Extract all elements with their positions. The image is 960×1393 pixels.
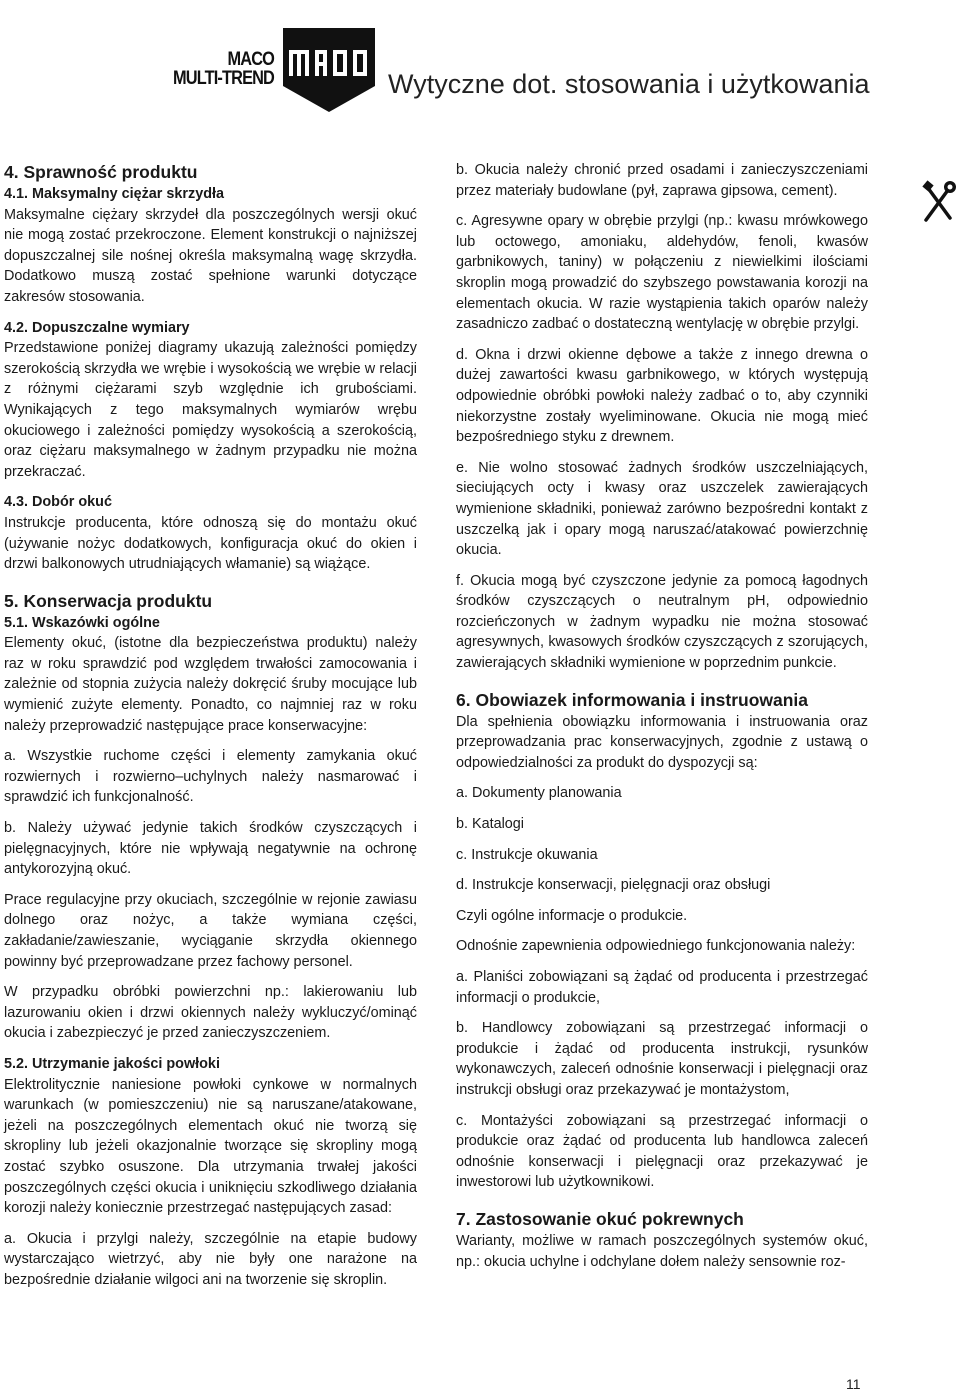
item-c: c. Agresywne opary w obrębie przylgi (np.: kwasu mrówkowego lub octowego, amoniaku, aldehydów, fenoli, kwasów garbnikowych, taniny) w połączeniu z niewielkimi ilościami skroplin mogą prowadzić do szybszego powstawania korozji na elementach okucia. W razie wystąpienia takich oparów należy zasadniczo zadbać o dostateczną wentylację w obrębie przylgi. (456, 213, 868, 333)
section-6-item-d: d. Instrukcje konserwacji, pielęgnacji oraz obsługi (456, 877, 771, 894)
section-5-2-text: Elektrolitycznie naniesione powłoki cynkowe w normalnych warunkach (w pomieszczeniu) nie są naruszane/atakowane, jeżeli na poszczególnych elementach okuć nie tworzą się skropliny lub jeżeli okazjonalnie tworzące się skropliny mogą zostać szybko osuszone. Dla utrzymania trwałej jakości poszczególnych części okucia i uniknięciu szkodliwego działania korozji należy koniecznie przestrzegać następujących zasad: (4, 1076, 417, 1217)
section-5-1-text: Elementy okuć, (istotne dla bezpieczeństwa produktu) należy raz w roku sprawdzić pod względem trwałości zamocowania i zależnie od stopnia zużycia należy dokręcić śruby mocujące lub wymienić zużyte elementy. Ponadto, co najmniej raz w roku należy przeprowadzić następujące prace konserwacyjne: (4, 635, 417, 734)
section-4-3-heading: 4.3. Dobór okuć (4, 494, 112, 511)
maco-logo (283, 28, 375, 112)
section-5-1-item-a: a. Wszystkie ruchome części i elementy zamykania okuć rozwiernych i rozwierno–uchylnych należy nasmarować i sprawdzić ich funkcjonalność. (4, 748, 417, 806)
section-6-item-a: a. Dokumenty planowania (456, 785, 622, 802)
section-5-1-heading: 5.1. Wskazówki ogólne (4, 614, 160, 631)
brand-name (150, 50, 274, 88)
section-5-1-paragraph-2: W przypadku obróbki powierzchni np.: lakierowaniu lub lazurowaniu okien i drzwi okiennych należy wykluczyć/ominąć okucia i zabezpieczyć je przed zanieczyszczeniem. (4, 984, 417, 1042)
item-f: f. Okucia mogą być czyszczone jedynie za pomocą łagodnych środków czyszczących o neutralnym pH, odpowiednio rozcieńczonych w żadnym wypadku nie można stosować agresywnych, kwasowych środków czyszczących z szorujących, zawierających składniki wymienione w poprzednim punkcie. (456, 572, 868, 672)
section-4-2-heading: 4.2. Dopuszczalne wymiary (4, 319, 190, 336)
section-6-paragraph-2: Odnośnie zapewnienia odpowiedniego funkcjonowania należy: (456, 938, 856, 955)
section-7-heading: 7. Zastosowanie okuć pokrewnych (456, 1208, 744, 1229)
right-column (456, 160, 868, 1272)
section-6-item-b: b. Katalogi (456, 816, 525, 833)
page-header (0, 0, 960, 118)
section-4-1-heading: 4.1. Maksymalny ciężar skrzydła (4, 186, 224, 202)
item-b: b. Okucia należy chronić przed osadami i zanieczyszczeniami przez materiały budowlane (pył, zaprawa gipsowa, cement). (456, 162, 868, 199)
section-6-duty-c: c. Montażyści zobowiązani są przestrzegać informacji o produkcie oraz żądać od producenta lub handlowca zaleceń odnośnie konserwacji i pielęgnacji oraz przekazywać je inwestorowi lub użytkownikowi. (456, 1112, 868, 1191)
section-6-duty-a: a. Planiści zobowiązani są żądać od producenta i przestrzegać informacji o produkcie, (456, 969, 868, 1006)
section-4-2-text: Przedstawione poniżej diagramy ukazują zależności pomiędzy szerokością skrzydła we wrębie i wysokością we wrębie w relacji z różnymi ciężarami szyb względnie ich grubościami. Wynikających z tego maksymalnych wymiarów wrębu okuciowego i zależności pomiędzy wysokością a szerokością, oraz ciężaru maksymalnego w żadnym przypadku nie można przekraczać. (4, 340, 417, 480)
section-4-heading: 4. Sprawność produktu (4, 162, 198, 182)
section-5-2-item-a: a. Okucia i przylgi należy, szczególnie na etapie budowy wystarczająco wietrzyć, aby nie były one narażone na bezpośrednie działanie wilgoci ani na tworzenie się skroplin. (4, 1230, 417, 1288)
wrench-screwdriver-icon (918, 176, 958, 226)
brand-line-1: MACO (227, 49, 274, 70)
section-5-2-heading: 5.2. Utrzymanie jakości powłoki (4, 1055, 220, 1072)
section-6-paragraph-1: Czyli ogólne informacje o produkcie. (456, 907, 688, 924)
section-5-1-paragraph-1: Prace regulacyjne przy okuciach, szczególnie w rejonie zawiasu dolnego oraz nożyc, a także wymiana części, zakładanie/zawieszanie, wyciąganie skrzydła okiennego powinny być przeprowadzane przez fachowy personel. (4, 891, 417, 970)
item-d: d. Okna i drzwi okienne dębowe a także z innego drewna o dużej zawartości kwasu garbnikowego, w których występują odpowiednie obróbki powłoki należy zadbać o to, aby czynniki niekorzystne zostały wyeliminowane. Okucia nie mogą mieć bezpośredniego styku z drewnem. (456, 346, 868, 446)
section-5-1-item-b: b. Należy używać jedynie takich środków czyszczących i pielęgnacyjnych, które nie wpływają negatywnie na ochronę antykorozyjną okuć. (4, 820, 417, 878)
section-6-item-c: c. Instrukcje okuwania (456, 846, 598, 863)
section-4-3-text: Instrukcje producenta, które odnoszą się do montażu okuć (używanie nożyc dodatkowych, konfiguracja okuć do okien i drzwi balkonowych utrudniających włamanie) są wiążące. (4, 514, 417, 573)
section-6-text: Dla spełnienia obowiązku informowania i instruowania oraz przeprowadzania prac konserwacyjnych, zgodnie z ustawą o odpowiedzialności za produkt do dyspozycji są: (456, 713, 868, 771)
section-6-duty-b: b. Handlowcy zobowiązani są przestrzegać informacji o produkcie i żądać od producenta instrukcji, rysunków wykonawczych, zaleceń odnośnie konserwacji i pielęgnacji oraz instrukcji obsługi oraz przekazywać je montażystom, (456, 1020, 868, 1098)
section-7-text: Warianty, możliwe w ramach poszczególnych systemów okuć, np.: okucia uchylne i odchylane dołem należy sensownie roz- (456, 1232, 868, 1270)
document-title: Wytyczne dot. stosowania i użytkowania (388, 69, 870, 99)
item-e: e. Nie wolno stosować żadnych środków uszczelniających, sieciujących octy i kwasy oraz uszczelek zawierających wymienione składniki, ponieważ zarówno bezpośredni kontakt z uszczelką jak i opary mogą naruszać/atakować powierzchnię okucia. (456, 459, 868, 559)
left-column (4, 160, 417, 1291)
section-6-heading: 6. Obowiazek informowania i instruowania (456, 689, 809, 710)
page-number: 11 (846, 1376, 861, 1392)
section-4-1-text: Maksymalne ciężary skrzydeł dla poszczególnych wersji okuć nie mogą zostać przekroczone. Element konstrukcji o najniższej dopuszczalnej sile nośnej określa maksymalną wagę skrzydła. Dodatkowo muszą zostać spełnione warunki dotyczące zakresów stosowania. (4, 206, 417, 305)
brand-line-2: MULTI-TREND (173, 68, 274, 89)
section-5-heading: 5. Konserwacja produktu (4, 590, 213, 611)
